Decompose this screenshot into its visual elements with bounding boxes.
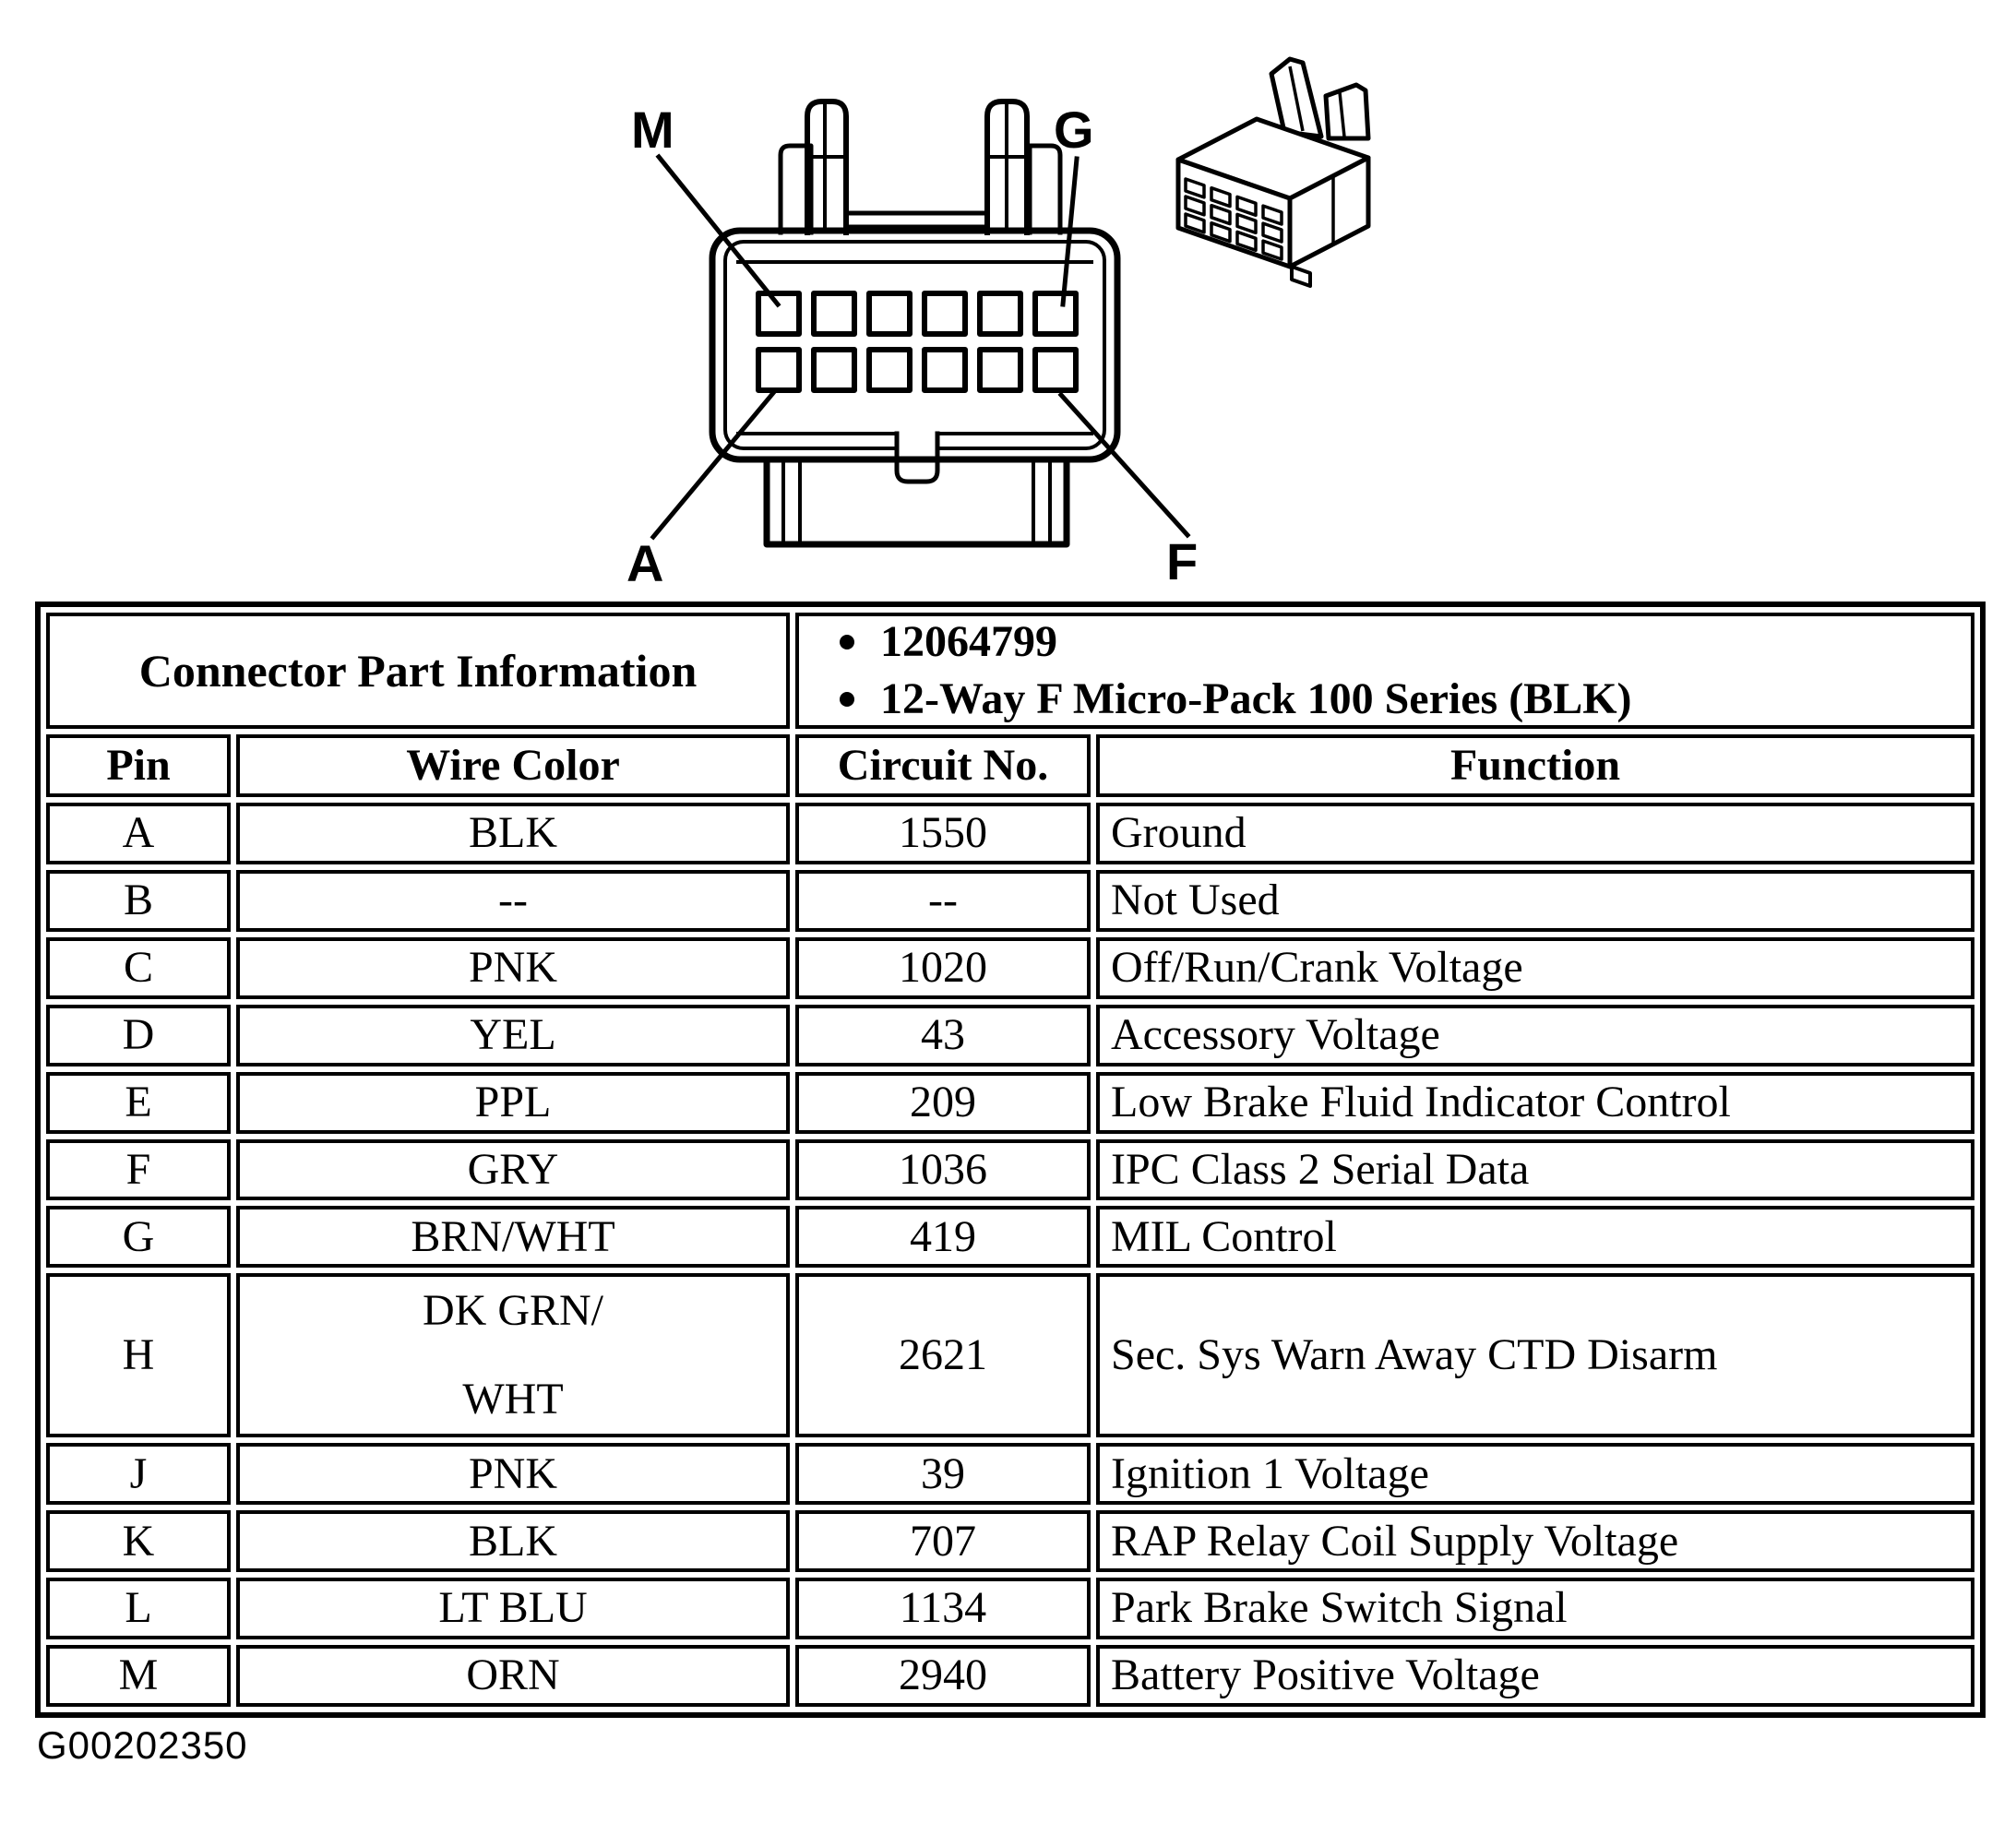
- pin-label-f: F: [1166, 532, 1199, 590]
- connector-type: 12-Way F Micro-Pack 100 Series (BLK): [880, 674, 1632, 723]
- circuit-no-cell: 2621: [795, 1273, 1091, 1437]
- pin-cell: L: [46, 1578, 231, 1639]
- pin-cell: F: [46, 1139, 231, 1201]
- pin-cell: B: [46, 870, 231, 932]
- right-side-tab: [1030, 146, 1060, 232]
- pin-cell: C: [46, 937, 231, 999]
- iso-latch-right: [1326, 85, 1368, 138]
- wire-color-cell: BRN/WHT: [236, 1206, 790, 1268]
- wire-color-cell: GRY: [236, 1139, 790, 1201]
- wire-color-cell: ORN: [236, 1645, 790, 1707]
- wire-color-cell: PNK: [236, 1443, 790, 1505]
- circuit-no-cell: 1036: [795, 1139, 1091, 1201]
- pin-cavity-grid: [758, 293, 1076, 390]
- leader-line-f: [1061, 395, 1187, 535]
- circuit-no-cell: 419: [795, 1206, 1091, 1268]
- wire-color-cell: PPL: [236, 1072, 790, 1134]
- circuit-no-cell: 1020: [795, 937, 1091, 999]
- part-number-item: [840, 616, 1057, 666]
- connector-type-item: [840, 676, 1632, 722]
- connector-face-view: [653, 101, 1187, 544]
- function-cell: Off/Run/Crank Voltage: [1096, 937, 1974, 999]
- wire-color-cell: PNK: [236, 937, 790, 999]
- iso-foot: [1292, 267, 1310, 286]
- pin-label-a: A: [626, 534, 664, 592]
- function-cell: IPC Class 2 Serial Data: [1096, 1139, 1974, 1201]
- part-info-details: [795, 613, 1974, 729]
- function-cell: Ground: [1096, 803, 1974, 864]
- pin-cell: H: [46, 1273, 231, 1437]
- figure-id: G00202350: [37, 1723, 248, 1767]
- wire-color-cell: LT BLU: [236, 1578, 790, 1639]
- pin-cell: K: [46, 1510, 231, 1572]
- circuit-no-cell: --: [795, 870, 1091, 932]
- pin-label-g: G: [1054, 101, 1094, 159]
- column-header-pin: Pin: [46, 734, 231, 797]
- column-header-wire-color: Wire Color: [236, 734, 790, 797]
- connector-diagram-figure: [0, 0, 2016, 600]
- pin-cell: J: [46, 1443, 231, 1505]
- function-cell: Accessory Voltage: [1096, 1005, 1974, 1066]
- connector-pinout-table: [35, 602, 1986, 1718]
- column-header-function: Function: [1096, 734, 1974, 797]
- pin-cell: D: [46, 1005, 231, 1066]
- pin-cell: E: [46, 1072, 231, 1134]
- pin-cell: M: [46, 1645, 231, 1707]
- wire-color-cell: BLK: [236, 803, 790, 864]
- function-cell: Sec. Sys Warn Away CTD Disarm: [1096, 1273, 1974, 1437]
- pin-label-m: M: [631, 101, 674, 159]
- circuit-no-cell: 209: [795, 1072, 1091, 1134]
- circuit-no-cell: 43: [795, 1005, 1091, 1066]
- function-cell: Battery Positive Voltage: [1096, 1645, 1974, 1707]
- circuit-no-cell: 1550: [795, 803, 1091, 864]
- function-cell: Not Used: [1096, 870, 1974, 932]
- circuit-no-cell: 1134: [795, 1578, 1091, 1639]
- wire-color-cell: YEL: [236, 1005, 790, 1066]
- part-info-heading: Connector Part Information: [46, 613, 790, 729]
- circuit-no-cell: 2940: [795, 1645, 1091, 1707]
- wire-color-cell: BLK: [236, 1510, 790, 1572]
- wire-color-cell: --: [236, 870, 790, 932]
- function-cell: Ignition 1 Voltage: [1096, 1443, 1974, 1505]
- circuit-no-cell: 707: [795, 1510, 1091, 1572]
- connector-iso-view: [1178, 59, 1368, 286]
- circuit-no-cell: 39: [795, 1443, 1091, 1505]
- wire-color-cell: DK GRN/ WHT: [236, 1273, 790, 1437]
- function-cell: RAP Relay Coil Supply Voltage: [1096, 1510, 1974, 1572]
- bullet-icon: [840, 692, 854, 707]
- function-cell: Low Brake Fluid Indicator Control: [1096, 1072, 1974, 1134]
- connector-body-outline: [712, 231, 1117, 459]
- pin-cell: G: [46, 1206, 231, 1268]
- pin-cell: A: [46, 803, 231, 864]
- column-header-circuit-no: Circuit No.: [795, 734, 1091, 797]
- function-cell: MIL Control: [1096, 1206, 1974, 1268]
- part-number: 12064799: [880, 616, 1057, 666]
- bullet-icon: [840, 635, 854, 649]
- function-cell: Park Brake Switch Signal: [1096, 1578, 1974, 1639]
